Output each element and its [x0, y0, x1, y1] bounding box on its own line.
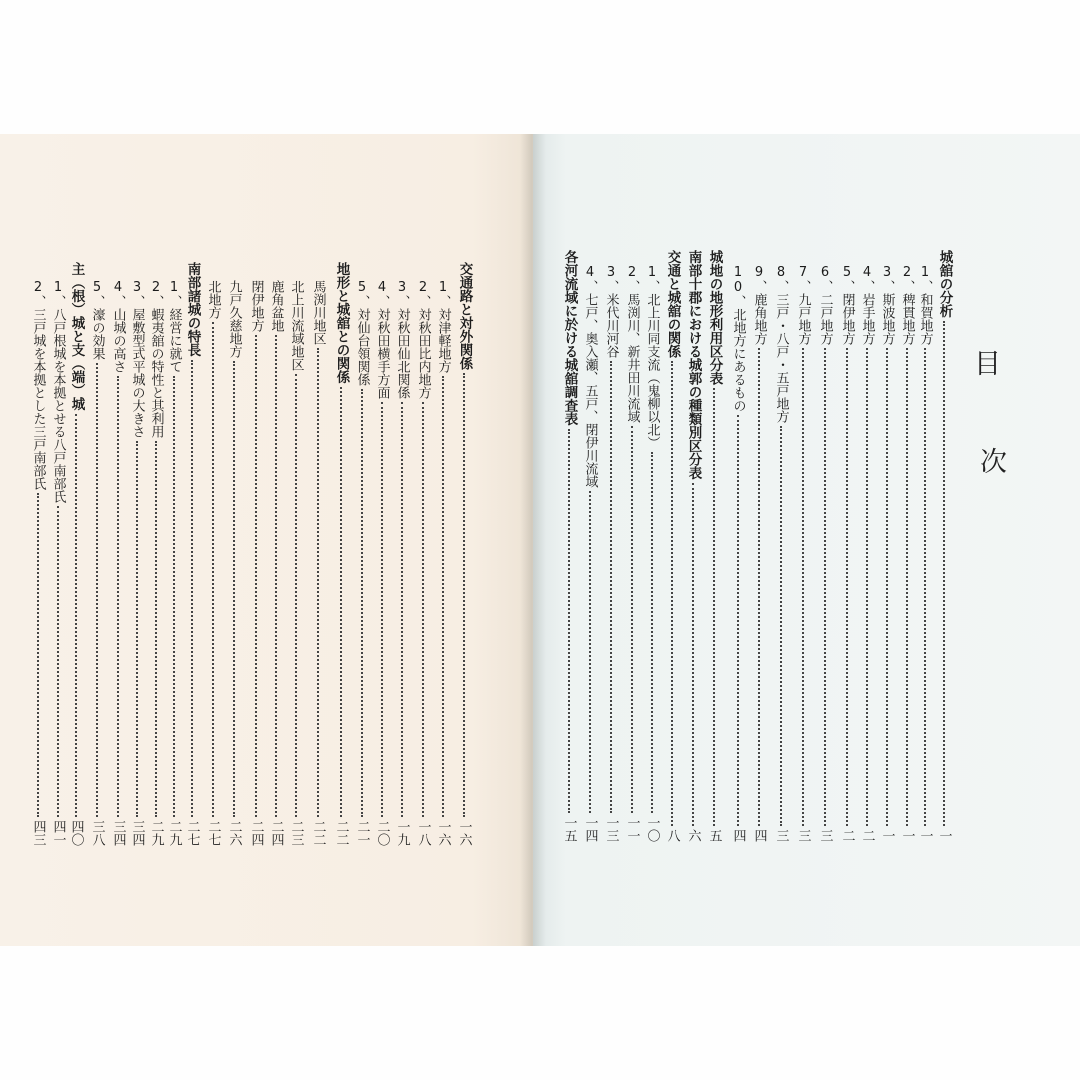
toc-page-number: 一 — [936, 829, 952, 842]
toc-page-number: 二三 — [288, 820, 304, 846]
toc-entry — [353, 280, 371, 846]
toc-page-number: 四 — [730, 829, 746, 842]
toc-page-number: 二六 — [226, 820, 242, 846]
toc-entry-title: 地形と城舘との関係 — [333, 262, 350, 384]
toc-entry — [225, 280, 243, 846]
toc-heading — [935, 250, 953, 842]
toc-page-number: 四 — [751, 829, 767, 842]
toc-leader-dots — [317, 348, 319, 817]
toc-page-number: 二〇 — [374, 820, 390, 846]
toc-entry — [602, 265, 620, 842]
toc-leader-dots — [713, 388, 715, 826]
toc-page-number: 一 — [917, 829, 933, 842]
toc-entry-title: 4、七戸、奥入瀬、五戸、閉伊川流域 — [582, 265, 598, 488]
toc-entry-title: 5、閉伊地方 — [839, 265, 855, 345]
toc-entry-title: 交通路と対外関係 — [456, 262, 473, 370]
toc-page-number: 二九 — [148, 820, 164, 846]
toc-leader-dots — [191, 360, 193, 818]
toc-page-number: 三四 — [129, 820, 145, 846]
toc-entry-title: 7、九戸地方 — [795, 265, 811, 345]
toc-entry-title: 城舘の分析 — [936, 250, 953, 318]
toc-page-number: 三四 — [110, 820, 126, 846]
toc-entry-title: 交通と城舘の関係 — [664, 250, 681, 358]
toc-entry-title: 4、岩手地方 — [859, 265, 875, 345]
toc-leader-dots — [463, 373, 465, 817]
toc-entry-title: 1、和賀地方 — [917, 265, 933, 345]
toc-entry-title: 2、蝦夷舘の特性と其利用 — [148, 280, 164, 438]
toc-leader-dots — [631, 426, 633, 813]
toc-leader-dots — [780, 426, 782, 826]
toc-entry-title: 4、対秋田横手方面 — [374, 280, 390, 399]
toc-leader-dots — [589, 491, 591, 813]
toc-page-number: 一 — [879, 829, 895, 842]
toc-page-number: 一六 — [435, 820, 451, 846]
toc-page-number: 三 — [795, 829, 811, 842]
toc-leader-dots — [75, 414, 77, 818]
toc-leader-dots — [295, 374, 297, 817]
toc-heading — [183, 262, 201, 846]
toc-page-number: 四〇 — [68, 820, 84, 846]
toc-heading — [663, 250, 681, 842]
toc-entry-title: 6、二戸地方 — [817, 265, 833, 345]
toc-entry — [373, 280, 391, 846]
toc-page-number: 一六 — [456, 820, 472, 846]
toc-leader-dots — [758, 348, 760, 826]
toc-entry — [128, 280, 146, 846]
toc-entry-title: 4、山城の高さ — [110, 280, 126, 373]
toc-entry — [88, 280, 106, 846]
toc-page-number: 八 — [664, 829, 680, 842]
toc-entry — [109, 280, 127, 846]
toc-entry — [309, 280, 327, 846]
toc-page-number: 二 — [859, 829, 875, 842]
toc-leader-dots — [568, 429, 570, 814]
toc-entry-title: 馬渕川地区 — [310, 280, 326, 345]
toc-leader-dots — [117, 376, 119, 817]
toc-page-number: 三 — [817, 829, 833, 842]
toc-entry-title: 鹿角盆地 — [268, 280, 284, 332]
toc-leader-dots — [361, 389, 363, 817]
toc-heading — [684, 250, 702, 842]
toc-leader-dots — [924, 348, 926, 826]
toc-leader-dots — [340, 387, 342, 818]
toc-entry-title: 北上川流域地区 — [288, 280, 304, 371]
toc-entry — [623, 265, 641, 842]
toc-leader-dots — [824, 348, 826, 826]
toc-entry — [434, 280, 452, 846]
toc-leader-dots — [57, 506, 59, 817]
toc-page-number: 一八 — [415, 820, 431, 846]
toc-entry — [204, 280, 222, 846]
toc-leader-dots — [671, 361, 673, 826]
toc-entry-title: 1、経営に就て — [166, 280, 182, 373]
toc-entry — [750, 265, 768, 842]
toc-entry — [858, 265, 876, 842]
toc-entry — [916, 265, 934, 842]
toc-leader-dots — [155, 441, 157, 817]
toc-entry — [794, 265, 812, 842]
toc-entry — [49, 280, 67, 846]
toc-entry-title: 2、馬渕川、新井田川流域 — [624, 265, 640, 423]
toc-entry-title: 3、屋敷型式平城の大きさ — [129, 280, 145, 438]
toc-entry-title: 3、米代川河谷 — [603, 265, 619, 358]
toc-heading — [455, 262, 473, 846]
toc-entry — [393, 280, 411, 846]
toc-leader-dots — [37, 493, 39, 817]
toc-page-number: 二四 — [268, 820, 284, 846]
toc-entry-title: 南部十郡における城郭の種類別区分表 — [685, 250, 702, 480]
toc-leader-dots — [233, 361, 235, 817]
toc-page-number: 一 — [899, 829, 915, 842]
toc-leader-dots — [401, 402, 403, 817]
toc-entry-title: 2、稗貫地方 — [899, 265, 915, 345]
toc-page-number: 一三 — [603, 816, 619, 842]
toc-leader-dots — [886, 348, 888, 826]
toc-leader-dots — [651, 452, 653, 813]
toc-leader-dots — [692, 483, 694, 827]
toc-entry-title: 2、対秋田比内地方 — [415, 280, 431, 399]
toc-leader-dots — [96, 363, 98, 817]
toc-entry-title: 8、三戸・八戸・五戸地方 — [773, 265, 789, 423]
toc-leader-dots — [906, 348, 908, 826]
toc-entry — [414, 280, 432, 846]
toc-leader-dots — [866, 348, 868, 826]
toc-entry — [247, 280, 265, 846]
toc-entry-title: 1、北上川同支流（鬼柳以北） — [644, 265, 660, 449]
toc-entry — [581, 265, 599, 842]
toc-page-number: 六 — [685, 829, 701, 842]
toc-page-number: 一五 — [561, 816, 577, 842]
toc-entry — [643, 265, 661, 842]
toc-leader-dots — [737, 415, 739, 826]
toc-leader-dots — [422, 402, 424, 817]
title-char-1: 目 — [974, 349, 1001, 380]
toc-leader-dots — [136, 441, 138, 817]
toc-page-number: 一四 — [582, 816, 598, 842]
toc-entry-title: 5、対仙台領関係 — [354, 280, 370, 386]
toc-page-number: 一〇 — [644, 816, 660, 842]
toc-page-number: 二二 — [310, 820, 326, 846]
toc-page-number: 一一 — [624, 816, 640, 842]
toc-entry-title: 10、北地方にあるもの — [730, 265, 746, 412]
toc-leader-dots — [275, 335, 277, 817]
toc-entry-title: 各河流域に於ける城舘調査表 — [561, 250, 578, 426]
toc-heading — [67, 262, 85, 846]
toc-entry — [729, 265, 747, 842]
toc-page-number: 四三 — [30, 820, 46, 846]
toc-page-number: 二七 — [184, 820, 200, 846]
toc-page-number: 四一 — [50, 820, 66, 846]
toc-page-number: 二二 — [333, 820, 349, 846]
toc-entry-title: 南部諸城の特長 — [184, 262, 201, 357]
toc-entry-title: 1、八戸根城を本拠とせる八戸南部氏 — [50, 280, 66, 503]
toc-entry-title: 3、斯波地方 — [879, 265, 895, 345]
toc-entry-title: 主（根）城と支（端）城 — [68, 262, 85, 411]
toc-entry — [838, 265, 856, 842]
toc-entry — [165, 280, 183, 846]
toc-entry-title: 1、対津軽地方 — [435, 280, 451, 373]
toc-entry — [29, 280, 47, 846]
toc-entry-title: 2、三戸城を本拠とした三戸南部氏 — [30, 280, 46, 490]
toc-page-number: 二九 — [166, 820, 182, 846]
toc-leader-dots — [212, 322, 214, 817]
toc-page-number: 五 — [706, 829, 722, 842]
toc-leader-dots — [255, 335, 257, 817]
toc-entry-title: 九戸久慈地方 — [226, 280, 242, 358]
toc-entry — [878, 265, 896, 842]
title-char-2: 次 — [980, 447, 1007, 478]
toc-leader-dots — [381, 402, 383, 817]
toc-page-number: 二七 — [205, 820, 221, 846]
toc-heading — [705, 250, 723, 842]
toc-entry — [772, 265, 790, 842]
toc-page-number: 一九 — [394, 820, 410, 846]
toc-leader-dots — [173, 376, 175, 817]
toc-leader-dots — [943, 321, 945, 827]
toc-entry — [267, 280, 285, 846]
toc-leader-dots — [846, 348, 848, 826]
toc-entry-title: 5、濠の効果 — [89, 280, 105, 360]
toc-page-number: 三 — [773, 829, 789, 842]
toc-page-number: 三八 — [89, 820, 105, 846]
toc-leader-dots — [610, 361, 612, 813]
toc-heading — [560, 250, 578, 842]
toc-entry-title: 北地方 — [205, 280, 221, 319]
toc-entry — [147, 280, 165, 846]
toc-entry — [287, 280, 305, 846]
toc-page-number: 二一 — [354, 820, 370, 846]
toc-entry-title: 9、鹿角地方 — [751, 265, 767, 345]
toc-entry-title: 城地の地形利用区分表 — [706, 250, 723, 385]
toc-heading — [332, 262, 350, 846]
toc-entry — [898, 265, 916, 842]
toc-entry-title: 3、対秋田仙北関係 — [394, 280, 410, 399]
toc-entry — [816, 265, 834, 842]
toc-entry-title: 閉伊地方 — [248, 280, 264, 332]
toc-leader-dots — [802, 348, 804, 826]
toc-page-number: 二 — [839, 829, 855, 842]
toc-leader-dots — [442, 376, 444, 817]
toc-page-number: 二四 — [248, 820, 264, 846]
book-spine — [520, 134, 546, 946]
